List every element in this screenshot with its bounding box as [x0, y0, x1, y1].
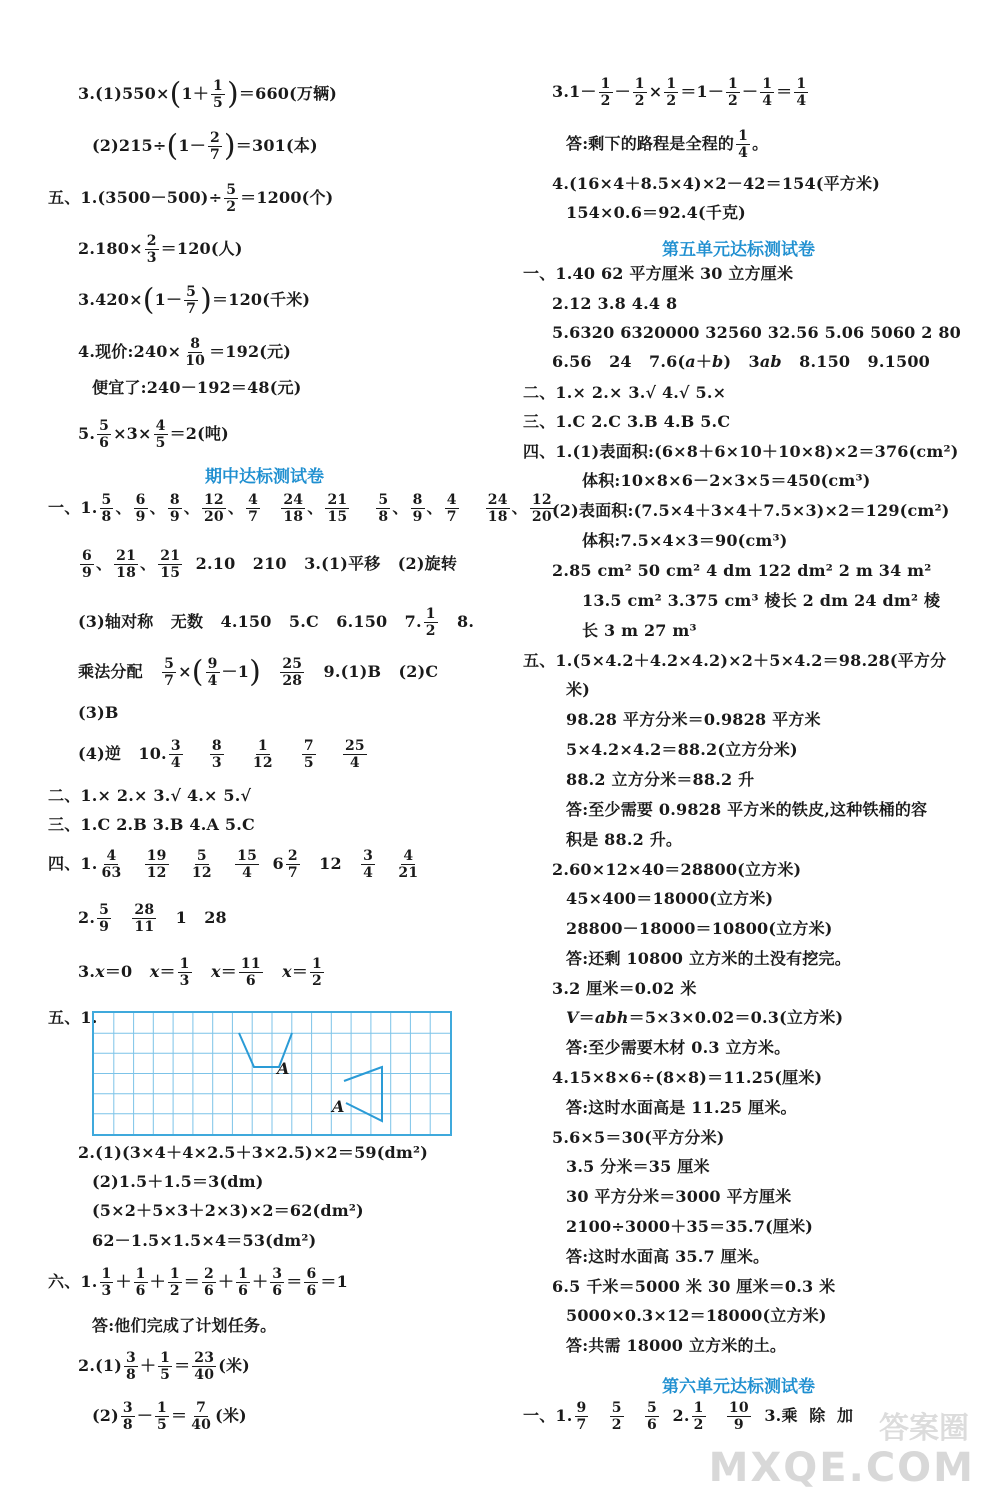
right-u5-6c: 答:共需 18000 立方米的土。: [566, 1336, 787, 1355]
fraction: [486, 492, 510, 525]
left-line-3-1: 3.(1)550×(1＋ $\frac{1}{5}$ )＝660(万辆): [78, 76, 338, 112]
left-mid-5-1: 五、1.: [48, 1008, 98, 1027]
paren: (: [142, 282, 155, 318]
paren: (: [191, 654, 204, 690]
num: 28: [134, 902, 155, 918]
fraction: [80, 548, 94, 581]
fraction: [169, 738, 183, 771]
num: 1: [738, 128, 749, 144]
left-mid-1f: (4)逆 10. $\frac{3}{4}$ $\frac{8}{3}$ $\frac{1}{12}$ $\frac{7}{5}$ $\frac{25}{4}$: [78, 738, 365, 771]
den: 4: [796, 93, 807, 109]
den: 12: [252, 755, 273, 771]
fraction: [235, 848, 259, 881]
fraction: [168, 1266, 182, 1299]
num: 1: [101, 1266, 112, 1282]
text: 3.(1)550×: [78, 84, 170, 103]
num: 7: [196, 1400, 207, 1416]
fraction: [664, 76, 678, 109]
den: 5: [160, 1367, 171, 1383]
right-u6-1: 一、1. $\frac{9}{7}$ $\frac{5}{2}$ $\frac{5}{6}$ 2. $\frac{1}{2}$ $\frac{10}{9}$ 3.乘 除 加: [523, 1400, 854, 1433]
fraction: [208, 130, 222, 163]
right-u4-2c: 长 3 m 27 m³: [582, 621, 697, 640]
den: 5: [155, 435, 166, 451]
num: 5: [226, 182, 237, 198]
num: 2: [146, 233, 157, 249]
fraction: [154, 418, 168, 451]
den: 7: [446, 509, 457, 525]
num: 1: [312, 956, 322, 972]
fraction: [610, 1400, 624, 1433]
right-u5-1c: 98.28 平方分米＝0.9828 平方米: [566, 710, 821, 729]
fraction: [361, 848, 375, 881]
right-u5-1g: 积是 88.2 升。: [566, 830, 683, 849]
den: 3: [211, 755, 222, 771]
transformation-grid: [92, 1011, 452, 1136]
fraction: [183, 336, 207, 369]
fraction: [645, 1400, 659, 1433]
unit5-title: 第五单元达标测试卷: [662, 240, 815, 260]
fraction: [97, 418, 111, 451]
num: 3: [122, 1400, 133, 1416]
num: 8: [211, 738, 222, 754]
left-line-3-2: (2)215÷(1－ $\frac{2}{7}$ )＝301(本): [92, 128, 318, 164]
den: 4: [349, 755, 360, 771]
num: 9: [207, 656, 218, 672]
fraction: [124, 1350, 138, 1383]
left-mid-1a: 一、1. $\frac{5}{8}$ 、 $\frac{6}{9}$ 、 $\frac{8}{9}$ 、 $\frac{12}{20}$ 、 $\frac{4}{7}$ $\frac{24}{18}$ 、 $\frac{21}{15}$ $\frac{5}{8}$ 、 $\frac{8}{9}$ 、 $\frac{4}{7}$ $\frac{24}{18}$ 、 $\frac{12}{20}$: [48, 492, 552, 525]
fraction: [184, 284, 198, 317]
num: 1: [257, 738, 268, 754]
right-u5-5a: 5.6×5＝30(平方分米): [552, 1128, 725, 1147]
right-u5-2b: 45×400＝18000(立方米): [566, 889, 774, 908]
num: 21: [160, 548, 181, 564]
num: 12: [203, 492, 224, 508]
den: 9: [135, 509, 146, 525]
den: 18: [283, 509, 304, 525]
grid-label-a2: A: [332, 1097, 345, 1116]
den: 20: [531, 509, 552, 525]
right-u4-2a: 2.85 cm² 50 cm² 4 dm 122 dm² 2 m 34 m²: [552, 561, 932, 580]
den: 5: [303, 755, 314, 771]
den: 4: [207, 673, 218, 689]
num: 1: [666, 76, 677, 92]
left-line-5-4: 4.现价:240× $\frac{8}{10}$ ＝192(元): [78, 336, 292, 369]
right-u4-2b: 13.5 cm² 3.375 cm³ 棱长 2 dm 24 dm² 棱: [582, 591, 941, 610]
paren: ): [200, 282, 213, 318]
left-line-5-1: 五、1.(3500－500)÷ $\frac{5}{2}$ ＝1200(个): [48, 182, 334, 215]
fraction: [192, 1350, 216, 1383]
fraction: [121, 1400, 135, 1433]
den: 10: [185, 353, 206, 369]
fraction: [692, 1400, 706, 1433]
right-u5-6b: 5000×0.3×12＝18000(立方米): [566, 1306, 827, 1325]
num: 5: [196, 848, 207, 864]
fraction: [132, 902, 156, 935]
right-u5-1b: 米): [566, 680, 590, 699]
grid-label-a1: A: [277, 1059, 290, 1078]
left-mid-1b: $\frac{6}{9}$ 、 $\frac{21}{18}$ 、 $\frac{21}{15}$ 2.10 210 3.(1)平移 (2)旋转: [82, 548, 458, 581]
num: 5: [99, 902, 110, 918]
num: 4: [155, 418, 166, 434]
den: 7: [186, 301, 197, 317]
paren: ): [223, 128, 236, 164]
num: 4: [446, 492, 457, 508]
fraction: [190, 848, 214, 881]
num: 23: [194, 1350, 215, 1366]
right-u5-5b: 3.5 分米＝35 厘米: [566, 1157, 710, 1176]
fraction: [202, 1266, 216, 1299]
num: 7: [303, 738, 314, 754]
num: 1: [762, 76, 773, 92]
den: 5: [213, 95, 223, 111]
grid-svg: [94, 1013, 450, 1134]
fraction: [189, 1400, 213, 1433]
den: 2: [693, 1417, 704, 1433]
num: 24: [487, 492, 508, 508]
num: 1: [169, 1266, 180, 1282]
num: 8: [412, 492, 423, 508]
right-u5-4b: 答:这时水面高是 11.25 厘米。: [566, 1098, 797, 1117]
right-u5-5d: 2100÷3000＋35＝35.7(厘米): [566, 1217, 814, 1236]
num: 5: [611, 1400, 622, 1416]
right-u4-1a: 四、1.(1)表面积:(6×8＋6×10＋10×8)×2＝376(cm²): [523, 442, 959, 461]
num: 24: [283, 492, 304, 508]
left-mid-5-2d: 62－1.5×1.5×4＝53(dm²): [92, 1231, 317, 1250]
den: 6: [272, 1283, 283, 1299]
right-u5-1f: 答:至少需要 0.9828 平方米的铁皮,这种铁桶的容: [566, 800, 928, 819]
fraction: [246, 492, 260, 525]
fraction: [310, 956, 324, 989]
right-u5-1d: 5×4.2×4.2＝88.2(立方分米): [566, 740, 798, 759]
fraction: [726, 76, 740, 109]
right-u1-b: 2.12 3.8 4.4 8: [552, 294, 678, 313]
right-u1-c: 5.6320 6320000 32560 32.56 5.06 5060 2 80: [552, 323, 962, 342]
den: 63: [101, 865, 122, 881]
left-line-5-4b: 便宜了:240－192＝48(元): [92, 378, 302, 397]
fraction: [239, 956, 263, 989]
num: 1: [728, 76, 738, 92]
num: 21: [327, 492, 348, 508]
den: 5: [157, 1417, 167, 1433]
num: 3: [170, 738, 181, 754]
fraction: [158, 1350, 172, 1383]
fraction: [760, 76, 774, 109]
right-u1-a: 一、1.40 62 平方厘米 30 立方厘米: [523, 264, 794, 283]
den: 7: [576, 1417, 587, 1433]
fraction: [168, 492, 182, 525]
right-u5-2c: 28800－18000＝10800(立方米): [566, 919, 833, 938]
den: 9: [733, 1417, 744, 1433]
left-mid-1d: 乘法分配 $\frac{5}{7}$ ×( $\frac{9}{4}$ －1) $\frac{25}{28}$ 9.(1)B (2)C: [78, 654, 439, 690]
den: 7: [287, 865, 298, 881]
den: 15: [327, 509, 348, 525]
num: 1: [600, 76, 611, 92]
paren: (: [166, 128, 179, 164]
right-u5-1a: 五、1.(5×4.2＋4.2×4.2)×2＋5×4.2＝98.28(平方分: [523, 651, 947, 670]
left-mid-4-1: 四、1. $\frac{4}{63}$ $\frac{19}{12}$ $\frac{5}{12}$ $\frac{15}{4}$ 6 $\frac{2}{7}$ 12 $\frac{3}{4}$ $\frac{4}{21}$: [48, 848, 419, 881]
left-mid-5-2c: (5×2＋5×3＋2×3)×2＝62(dm²): [92, 1201, 364, 1220]
num: 2: [209, 130, 220, 146]
num: 3: [272, 1266, 283, 1282]
num: 4: [403, 848, 414, 864]
left-mid-5-2a: 2.(1)(3×4＋4×2.5＋3×2.5)×2＝59(dm²): [78, 1143, 429, 1162]
fraction: [396, 848, 420, 881]
right-u5-3a: 3.2 厘米＝0.02 米: [552, 979, 697, 998]
fraction: [97, 902, 111, 935]
fraction: [202, 492, 226, 525]
num: 1: [160, 1350, 171, 1366]
watermark-logo: 答案圈: [879, 1411, 969, 1446]
den: 3: [146, 250, 157, 266]
num: 2: [287, 848, 298, 864]
den: 8: [125, 1367, 136, 1383]
paren: ): [227, 76, 239, 112]
fraction: [794, 76, 808, 109]
num: 6: [306, 1266, 317, 1282]
right-u4-1d: 体积:7.5×4×3＝90(cm³): [582, 531, 788, 550]
fraction: [575, 1400, 589, 1433]
fraction: [251, 738, 275, 771]
grid-lines: [94, 1013, 450, 1134]
fraction: [145, 233, 159, 266]
fraction: [134, 1266, 148, 1299]
num: 1: [135, 1266, 146, 1282]
fraction: [727, 1400, 751, 1433]
den: 6: [238, 1283, 249, 1299]
left-mid-6-1: 六、1. $\frac{1}{3}$ ＋ $\frac{1}{6}$ ＋ $\frac{1}{2}$ ＝ $\frac{2}{6}$ ＋ $\frac{1}{6}$ ＋ $\frac{3}{6}$ ＝ $\frac{6}{6}$ ＝1: [48, 1266, 348, 1299]
fraction: [281, 492, 305, 525]
num: 25: [282, 656, 303, 672]
den: 4: [170, 755, 181, 771]
den: 20: [203, 509, 224, 525]
paren: (: [169, 76, 182, 112]
right-u5-1e: 88.2 立方分米＝88.2 升: [566, 770, 755, 789]
num: 15: [237, 848, 258, 864]
fraction: [236, 1266, 250, 1299]
den: 18: [116, 565, 137, 581]
num: 1: [425, 606, 436, 622]
den: 4: [363, 865, 374, 881]
num: 25: [344, 738, 365, 754]
den: 9: [169, 509, 180, 525]
fraction: [134, 492, 148, 525]
fraction: [224, 182, 238, 215]
num: 19: [146, 848, 167, 864]
paren: ): [249, 654, 261, 690]
num: 1: [238, 1266, 249, 1282]
den: 9: [99, 919, 110, 935]
left-mid-1e: (3)B: [78, 703, 119, 722]
num: 1: [213, 78, 223, 94]
den: 7: [164, 673, 175, 689]
right-u5-4a: 4.15×8×6÷(8×8)＝11.25(厘米): [552, 1068, 823, 1087]
fraction: [411, 492, 425, 525]
fraction: [162, 656, 176, 689]
num: 11: [240, 956, 261, 972]
den: 3: [101, 1283, 112, 1299]
den: 11: [134, 919, 155, 935]
den: 2: [611, 1417, 622, 1433]
fraction: [445, 492, 459, 525]
right-u5-3b: V＝abh＝5×3×0.02＝0.3(立方米): [566, 1008, 844, 1027]
den: 8: [378, 509, 389, 525]
num: 5: [186, 284, 197, 300]
num: 1: [796, 76, 807, 92]
num: 5: [378, 492, 389, 508]
figures: [239, 1033, 382, 1121]
fraction: [599, 76, 613, 109]
left-line-5-3: 3.420×(1－ $\frac{5}{7}$ )＝120(千米): [78, 282, 311, 318]
fraction: [736, 128, 750, 161]
fraction: [302, 738, 316, 771]
num: 6: [82, 548, 92, 564]
num: 5: [101, 492, 112, 508]
den: 2: [634, 93, 645, 109]
num: 1: [634, 76, 645, 92]
den: 8: [122, 1417, 133, 1433]
right-line-3: 3.1－ $\frac{1}{2}$ － $\frac{1}{2}$ × $\frac{1}{2}$ ＝1－ $\frac{1}{2}$ － $\frac{1}{4}$ ＝ $\frac{1}{4}$: [552, 76, 807, 109]
fraction: [100, 492, 114, 525]
num: 3: [363, 848, 374, 864]
num: 10: [728, 1400, 749, 1416]
fraction: [158, 548, 182, 581]
num: 9: [576, 1400, 587, 1416]
fraction: [206, 656, 220, 689]
fraction: [633, 76, 647, 109]
fraction: [325, 492, 349, 525]
den: 7: [209, 147, 220, 163]
right-line-4: 4.(16×4＋8.5×4)×2－42＝154(平方米): [552, 174, 880, 193]
num: 8: [190, 336, 201, 352]
den: 40: [191, 1417, 212, 1433]
fraction: [270, 1266, 284, 1299]
den: 2: [666, 93, 677, 109]
num: 5: [164, 656, 175, 672]
den: 15: [160, 565, 181, 581]
den: 9: [82, 565, 92, 581]
den: 6: [306, 1283, 317, 1299]
den: 12: [146, 865, 167, 881]
den: 21: [398, 865, 419, 881]
fraction: [100, 1266, 114, 1299]
left-mid-4-2: 2. $\frac{5}{9}$ $\frac{28}{11}$ 1 28: [78, 902, 227, 935]
left-line-5-5: 5. $\frac{5}{6}$ ×3× $\frac{4}{5}$ ＝2(吨): [78, 418, 229, 451]
num: 6: [135, 492, 146, 508]
den: 7: [248, 509, 259, 525]
num: 12: [531, 492, 552, 508]
den: 12: [191, 865, 212, 881]
fraction: [280, 656, 304, 689]
right-u3: 三、1.C 2.C 3.B 4.B 5.C: [523, 412, 731, 431]
den: 2: [169, 1283, 180, 1299]
den: 4: [762, 93, 773, 109]
fraction: [376, 492, 390, 525]
den: 2: [600, 93, 611, 109]
fraction: [286, 848, 300, 881]
left-mid-4-3: 3.x＝0 x＝ $\frac{1}{3}$ x＝ $\frac{11}{6}$ x＝ $\frac{1}{2}$: [78, 956, 322, 989]
watermark: MXQE.COM: [708, 1445, 975, 1491]
den: 6: [135, 1283, 146, 1299]
right-u5-6a: 6.5 千米＝5000 米 30 厘米＝0.3 米: [552, 1277, 836, 1296]
num: 4: [248, 492, 259, 508]
left-mid-5-2b: (2)1.5＋1.5＝3(dm): [92, 1172, 264, 1191]
num: 1: [179, 956, 190, 972]
fraction: [155, 1400, 169, 1433]
den: 4: [738, 145, 749, 161]
den: 6: [99, 435, 110, 451]
fraction: [424, 606, 438, 639]
num: 3: [125, 1350, 136, 1366]
den: 2: [226, 199, 237, 215]
fraction: [343, 738, 367, 771]
den: 4: [242, 865, 253, 881]
left-mid-1c: (3)轴对称 无数 4.150 5.C 6.150 7. $\frac{1}{2}$ 8.: [78, 606, 475, 639]
den: 6: [245, 973, 256, 989]
right-u4-1c: (2)表面积:(7.5×4＋3×4＋7.5×3)×2＝129(cm²): [552, 501, 950, 520]
den: 2: [728, 93, 738, 109]
fraction: [530, 492, 554, 525]
right-u5-3c: 答:至少需要木材 0.3 立方米。: [566, 1038, 791, 1057]
den: 9: [412, 509, 423, 525]
den: 18: [487, 509, 508, 525]
fraction: [211, 78, 225, 111]
den: 6: [647, 1417, 657, 1433]
left-mid-6-2b: (2) $\frac{3}{8}$ － $\frac{1}{5}$ ＝ $\frac{7}{40}$ (米): [92, 1400, 247, 1433]
right-u5-2d: 答:还剩 10800 立方米的土没有挖完。: [566, 949, 851, 968]
left-line-5-2: 2.180× $\frac{2}{3}$ ＝120(人): [78, 233, 243, 266]
num: 8: [169, 492, 180, 508]
right-u5-5e: 答:这时水面高 35.7 厘米。: [566, 1247, 770, 1266]
den: 2: [312, 973, 322, 989]
right-line-4b: 154×0.6＝92.4(千克): [566, 203, 746, 222]
fraction: [100, 848, 124, 881]
fraction: [114, 548, 138, 581]
den: 28: [282, 673, 303, 689]
num: 5: [647, 1400, 657, 1416]
right-u5-2a: 2.60×12×40＝28800(立方米): [552, 860, 802, 879]
den: 40: [194, 1367, 215, 1383]
den: 8: [101, 509, 112, 525]
num: 2: [203, 1266, 214, 1282]
right-line-3b: 答:剩下的路程是全程的 $\frac{1}{4}$ 。: [566, 128, 769, 161]
num: 4: [106, 848, 117, 864]
left-mid-6-2a: 2.(1) $\frac{3}{8}$ ＋ $\frac{1}{5}$ ＝ $\frac{23}{40}$ (米): [78, 1350, 250, 1383]
left-mid-2: 二、1.× 2.× 3.√ 4.× 5.√: [48, 786, 252, 805]
num: 1: [693, 1400, 704, 1416]
num: 1: [157, 1400, 167, 1416]
den: 6: [203, 1283, 214, 1299]
midterm-title: 期中达标测试卷: [205, 467, 324, 487]
num: 21: [116, 548, 137, 564]
den: 2: [425, 623, 436, 639]
fraction: [178, 956, 192, 989]
left-mid-3: 三、1.C 2.B 3.B 4.A 5.C: [48, 815, 255, 834]
right-u4-1b: 体积:10×8×6－2×3×5＝450(cm³): [582, 471, 871, 490]
right-u2: 二、1.× 2.× 3.√ 4.√ 5.×: [523, 383, 727, 402]
fraction: [145, 848, 169, 881]
den: 3: [179, 973, 190, 989]
unit6-title: 第六单元达标测试卷: [662, 1377, 815, 1397]
num: 5: [99, 418, 110, 434]
fraction: [210, 738, 224, 771]
right-u5-5c: 30 平方分米＝3000 平方厘米: [566, 1187, 792, 1206]
fraction: [304, 1266, 318, 1299]
left-mid-6-1b: 答:他们完成了计划任务。: [92, 1316, 277, 1335]
right-u1-d: 6.56 24 7.6(a＋b) 3ab 8.150 9.1500: [552, 352, 930, 371]
